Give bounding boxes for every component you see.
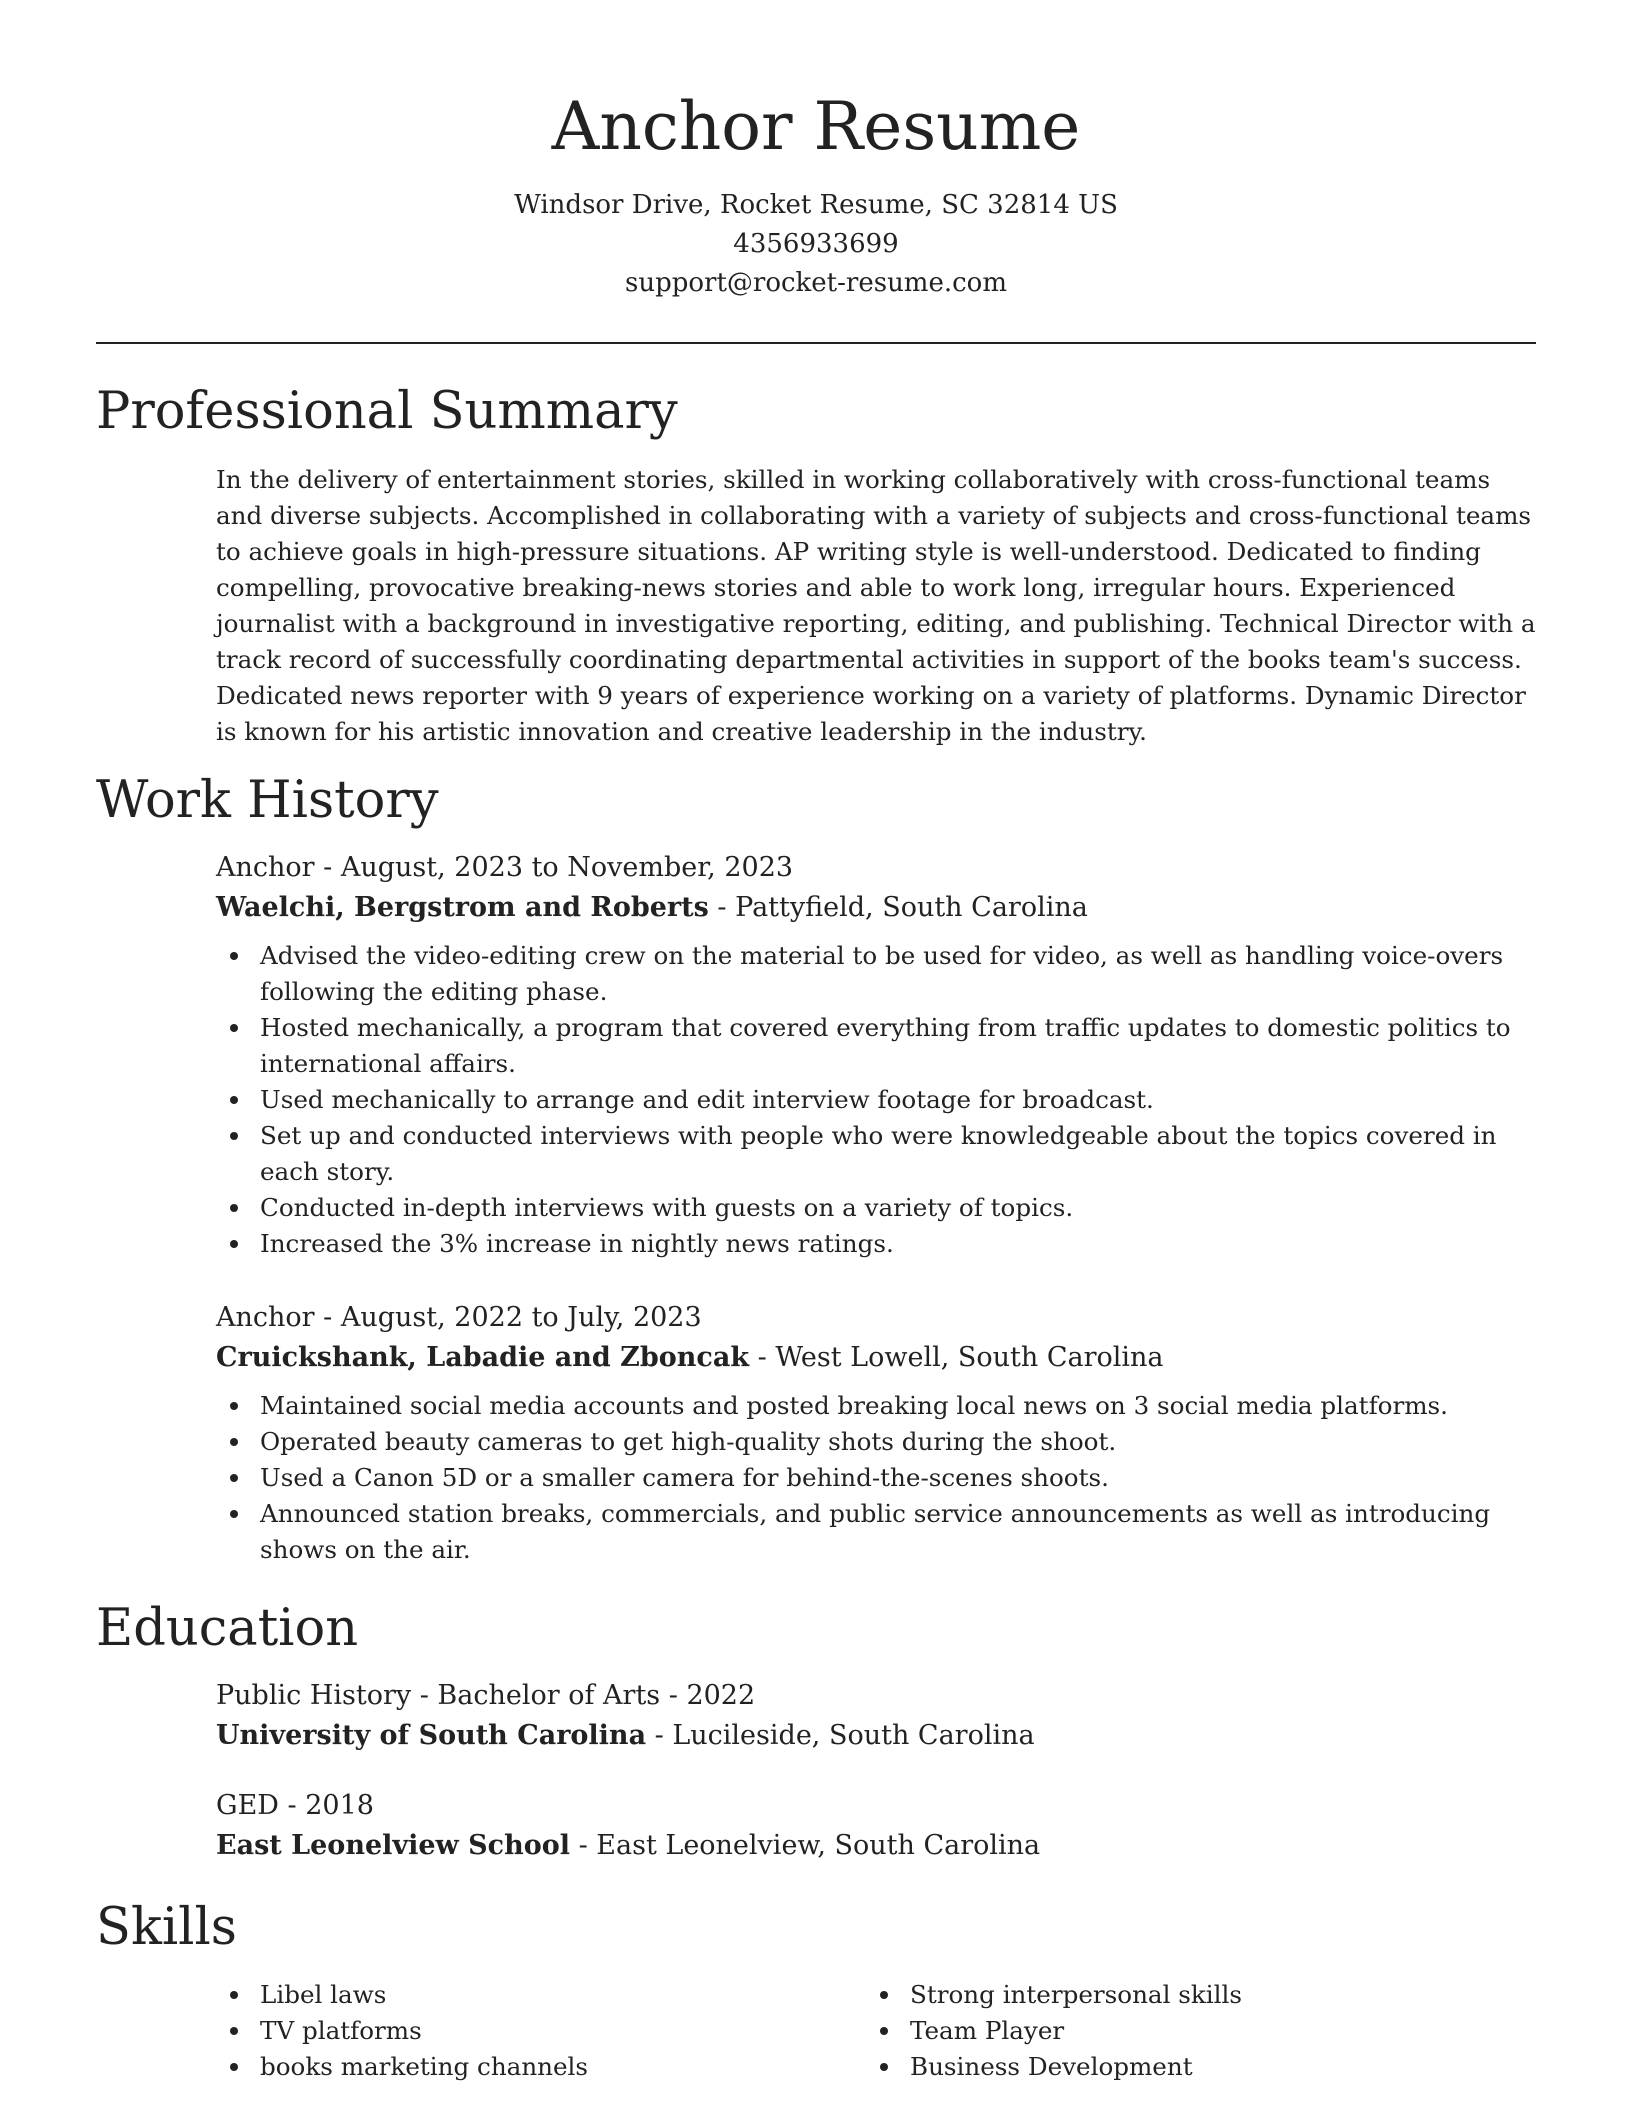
- job-location: - West Lowell, South Carolina: [749, 1342, 1164, 1373]
- education-entry-2: [216, 1786, 1536, 1866]
- job-employer-line: [216, 1338, 1536, 1378]
- skill-item: Strong interpersonal skills: [866, 1977, 1516, 2013]
- list-item: Increased the 3% increase in nightly news ratings.: [216, 1226, 1536, 1262]
- skill-item: Libel laws: [216, 1977, 866, 2013]
- contact-address: Windsor Drive, Rocket Resume, SC 32814 US: [514, 190, 1118, 220]
- list-item: Used mechanically to arrange and edit interview footage for broadcast.: [216, 1082, 1536, 1118]
- skill-item: Team Player: [866, 2013, 1516, 2049]
- school-line: [216, 1826, 1536, 1866]
- job-title-line: Anchor - August, 2022 to July, 2023: [216, 1302, 702, 1333]
- school-name: East Leonelview School: [216, 1830, 570, 1861]
- contact-phone: 4356933699: [733, 229, 899, 259]
- school-name: University of South Carolina: [216, 1720, 647, 1751]
- list-item: Advised the video-editing crew on the material to be used for video, as well as handling voice-overs following the editing phase.: [216, 938, 1536, 1010]
- school-location: - East Leonelview, South Carolina: [570, 1830, 1041, 1861]
- list-item: Maintained social media accounts and posted breaking local news on 3 social media platforms.: [216, 1388, 1536, 1424]
- job-company: Waelchi, Bergstrom and Roberts: [216, 892, 709, 923]
- work-history-heading: Work History: [96, 771, 439, 830]
- list-item: Set up and conducted interviews with people who were knowledgeable about the topics covered in each story.: [216, 1118, 1536, 1190]
- skills-list-left: [216, 1977, 866, 2085]
- summary-heading: Professional Summary: [96, 382, 678, 441]
- job-duties-list: [216, 938, 1536, 1262]
- skills-grid: [216, 1977, 1536, 2085]
- job-employer-line: [216, 888, 1536, 928]
- school-location: - Lucileside, South Carolina: [646, 1720, 1035, 1751]
- job-title-line: Anchor - August, 2023 to November, 2023: [216, 852, 794, 883]
- contact-email: support@rocket-resume.com: [624, 268, 1007, 298]
- job-duties-list: [216, 1388, 1536, 1568]
- skill-item: TV platforms: [216, 2013, 866, 2049]
- education-entry-1: [216, 1676, 1536, 1756]
- candidate-name: Anchor Resume: [551, 88, 1081, 165]
- degree-line: Public History - Bachelor of Arts - 2022: [216, 1680, 756, 1711]
- skill-item: Business Development: [866, 2049, 1516, 2085]
- job-entry-1: [216, 848, 1536, 1262]
- resume-header: [96, 82, 1536, 303]
- education-heading: Education: [96, 1599, 359, 1658]
- degree-line: GED - 2018: [216, 1790, 374, 1821]
- list-item: Used a Canon 5D or a smaller camera for behind-the-scenes shoots.: [216, 1460, 1536, 1496]
- list-item: Conducted in-depth interviews with guests on a variety of topics.: [216, 1190, 1536, 1226]
- skill-item: books marketing channels: [216, 2049, 866, 2085]
- list-item: Operated beauty cameras to get high-quality shots during the shoot.: [216, 1424, 1536, 1460]
- job-location: - Pattyfield, South Carolina: [708, 892, 1088, 923]
- header-divider: [96, 342, 1536, 344]
- school-line: [216, 1716, 1536, 1756]
- list-item: Announced station breaks, commercials, and public service announcements as well as introducing shows on the air.: [216, 1496, 1536, 1568]
- job-entry-2: [216, 1298, 1536, 1568]
- skills-list-right: [866, 1977, 1516, 2085]
- skills-heading: Skills: [96, 1898, 237, 1957]
- summary-text: In the delivery of entertainment stories, skilled in working collaboratively with cross-functional teams and diverse subjects. Accomplished in collaborating with a variety of subjects and cross-functional teams to achieve goals in high-pressure situations. AP writing style is well-understood. Dedicated to finding compelling, provocative breaking-news stories and able to work long, irregular hours. Experienced journalist with a background in investigative reporting, editing, and publishing. Technical Director with a track record of successfully coordinating departmental activities in support of the books team's success. Dedicated news reporter with 9 years of experience working on a variety of platforms. Dynamic Director is known for his artistic innovation and creative leadership in the industry.: [216, 465, 1536, 746]
- job-company: Cruickshank, Labadie and Zboncak: [216, 1342, 750, 1373]
- list-item: Hosted mechanically, a program that covered everything from traffic updates to domestic politics to international affairs.: [216, 1010, 1536, 1082]
